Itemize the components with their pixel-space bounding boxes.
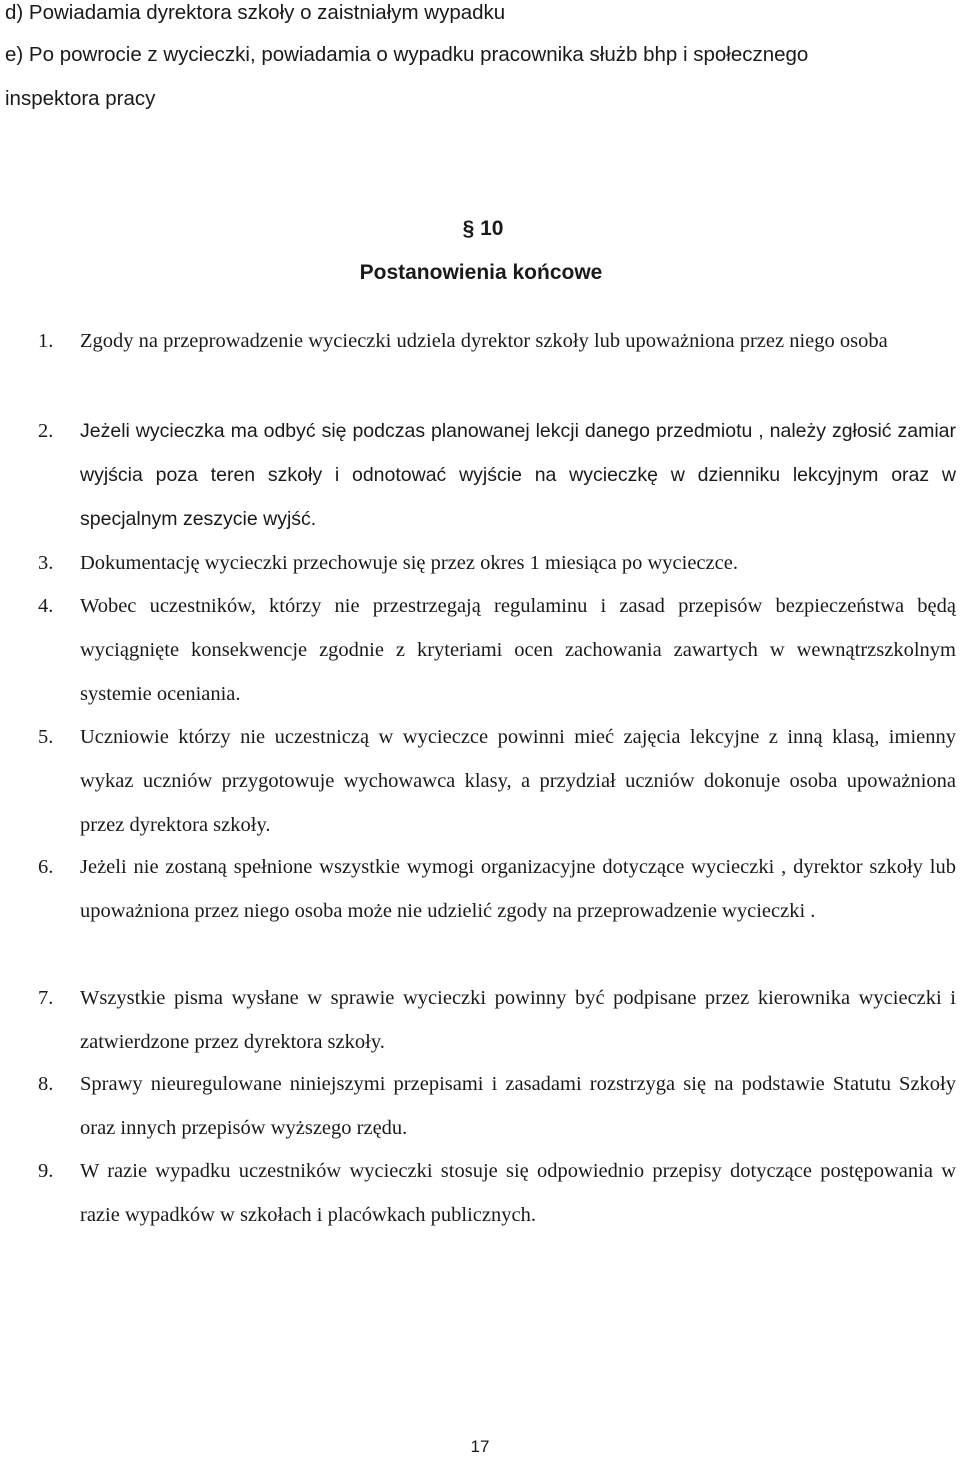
list-item [38,976,956,1064]
list-item-text: Wobec uczestników, którzy nie przestrzegają regulaminu i zasad przepisów bezpieczeństwa będą wyciągnięte konsekwencje zgodnie z kryteriami ocen zachowania zawartych w wewnątrzszkolnym systemie oceniania. [80,595,956,705]
list-item-text: W razie wypadku uczestników wycieczki stosuje się odpowiednio przepisy dotyczące postępowania w razie wypadków w szkołach i placówkach publicznych. [80,1160,956,1226]
list-item-number: 6. [38,856,54,878]
list-item [38,1149,956,1237]
intro-line-e: e) Po powrocie z wycieczki, powiadamia o wypadku pracownika służb bhp i społecznego [5,43,809,66]
list-item-number: 8. [38,1073,54,1095]
list-item-text: Wszystkie pisma wysłane w sprawie wycieczki powinny być podpisane przez kierownika wycieczki i zatwierdzone przez dyrektora szkoły. [80,987,956,1053]
list-item [38,1062,956,1150]
list-item-text: Jeżeli nie zostaną spełnione wszystkie wymogi organizacyjne dotyczące wycieczki , dyrektor szkoły lub upoważniona przez niego osoba może nie udzielić zgody na przeprowadzenie wycieczki . [80,856,956,922]
list-item-number: 4. [38,595,54,617]
list-item [38,845,956,933]
list-item-text: Zgody na przeprowadzenie wycieczki udziela dyrektor szkoły lub upoważniona przez niego osoba [80,330,888,352]
intro-line-d: d) Powiadamia dyrektora szkoły o zaistniałym wypadku [5,1,506,24]
page-number: 17 [470,1437,490,1456]
list-item [38,584,956,716]
list-item-number: 7. [38,987,54,1009]
list-item-text: Uczniowie którzy nie uczestniczą w wycieczce powinni mieć zajęcia lekcyjne z inną klasą, imienny wykaz uczniów przygotowuje wychowawca klasy, a przydział uczniów dokonuje osoba upoważniona przez dyrektora szkoły. [80,726,956,836]
list-item-number: 3. [38,552,54,574]
list-item-number: 2. [38,420,54,442]
section-number: § 10 [462,217,504,240]
list-item-text: Sprawy nieuregulowane niniejszymi przepisami i zasadami rozstrzyga się na podstawie Statutu Szkoły oraz innych przepisów wyższego rzędu. [80,1073,956,1139]
list-item-number: 1. [38,330,54,352]
list-item [38,319,956,363]
list-item-number: 9. [38,1160,54,1182]
list-item-text: Jeżeli wycieczka ma odbyć się podczas planowanej lekcji danego przedmiotu , należy zgłosić zamiar wyjścia poza teren szkoły i odnotować wyjście na wycieczkę w dzienniku lekcyjnym oraz w specjalnym zeszycie wyjść. [80,420,956,530]
list-item [38,715,956,847]
list-item [38,409,956,541]
list-item-number: 5. [38,726,54,748]
list-item [38,541,956,585]
intro-line-e-continuation: inspektora pracy [5,87,156,110]
section-title: Postanowienia końcowe [359,261,603,284]
list-item-text: Dokumentację wycieczki przechowuje się przez okres 1 miesiąca po wycieczce. [80,552,738,574]
